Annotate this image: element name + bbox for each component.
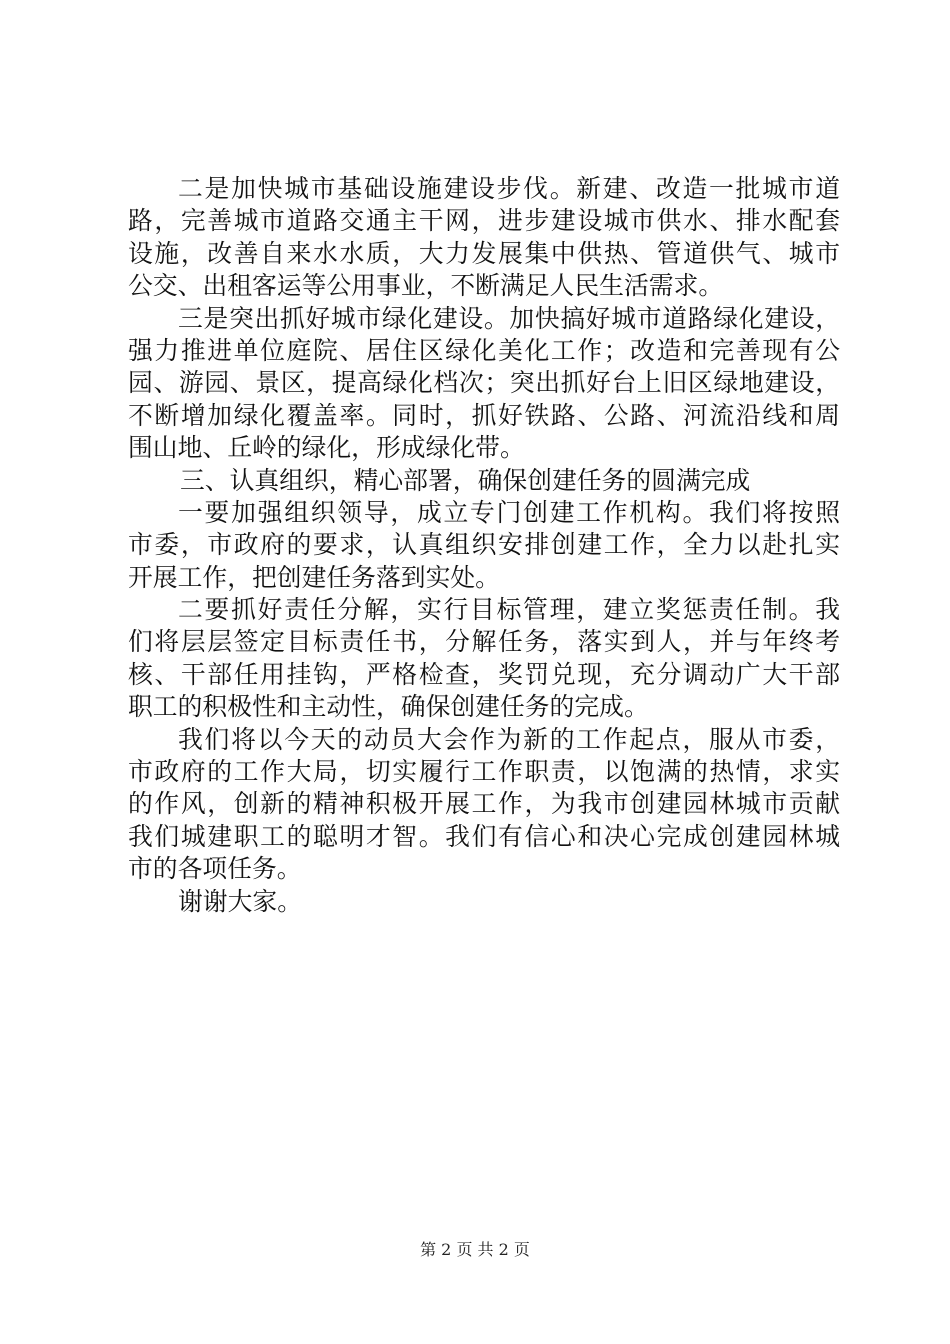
text-line: 市的各项任务。 <box>128 854 302 884</box>
text-line: 开展工作，把创建任务落到实处。 <box>128 562 500 592</box>
document-body <box>128 173 840 918</box>
paragraph-thanks <box>128 886 840 918</box>
section-heading-text: 三、认真组织，精心部署，确保创建任务的圆满完成 <box>180 465 751 495</box>
page-number-label: 第 2 页 共 2 页 <box>420 1240 530 1259</box>
page-footer <box>0 1240 950 1260</box>
paragraph-infrastructure <box>128 173 840 303</box>
text-line: 市政府的工作大局，切实履行工作职责，以饱满的热情，求实 <box>128 757 840 787</box>
section-heading <box>128 465 840 497</box>
text-line: 二要抓好责任分解，实行目标管理，建立奖惩责任制。我 <box>178 595 840 625</box>
text-line: 二是加快城市基础设施建设步伐。新建、改造一批城市道 <box>178 174 840 203</box>
paragraph-conclusion <box>128 724 840 886</box>
paragraph-responsibility <box>128 594 840 724</box>
text-line: 市委，市政府的要求，认真组织安排创建工作，全力以赴扎实 <box>128 530 840 560</box>
text-line: 不断增加绿化覆盖率。同时，抓好铁路、公路、河流沿线和周 <box>128 400 840 430</box>
text-line: 设施，改善自来水水质，大力发展集中供热、管道供气、城市 <box>128 238 840 268</box>
paragraph-organization <box>128 497 840 594</box>
paragraph-greening <box>128 303 840 465</box>
text-line: 职工的积极性和主动性，确保创建任务的完成。 <box>128 692 649 722</box>
text-line: 我们将以今天的动员大会作为新的工作起点，服从市委， <box>178 724 840 754</box>
text-line: 园、游园、景区，提高绿化档次；突出抓好台上旧区绿地建设， <box>128 368 840 398</box>
text-line: 们将层层签定目标责任书，分解任务，落实到人，并与年终考 <box>128 627 840 657</box>
text-line: 路，完善城市道路交通主干网，进步建设城市供水、排水配套 <box>128 206 840 236</box>
text-line: 核、干部任用挂钩，严格检查，奖罚兑现，充分调动广大干部 <box>128 659 840 689</box>
text-line: 一要加强组织领导，成立专门创建工作机构。我们将按照 <box>178 497 840 527</box>
text-line: 三是突出抓好城市绿化建设。加快搞好城市道路绿化建设， <box>178 303 840 333</box>
text-line: 强力推进单位庭院、居住区绿化美化工作；改造和完善现有公 <box>128 335 840 365</box>
text-line: 的作风，创新的精神积极开展工作，为我市创建园林城市贡献 <box>128 789 840 819</box>
text-line: 公交、出租客运等公用事业，不断满足人民生活需求。 <box>128 271 724 301</box>
closing-line: 谢谢大家。 <box>178 886 302 916</box>
text-line: 我们城建职工的聪明才智。我们有信心和决心完成创建园林城 <box>128 821 840 851</box>
text-line: 围山地、丘岭的绿化，形成绿化带。 <box>128 433 525 463</box>
